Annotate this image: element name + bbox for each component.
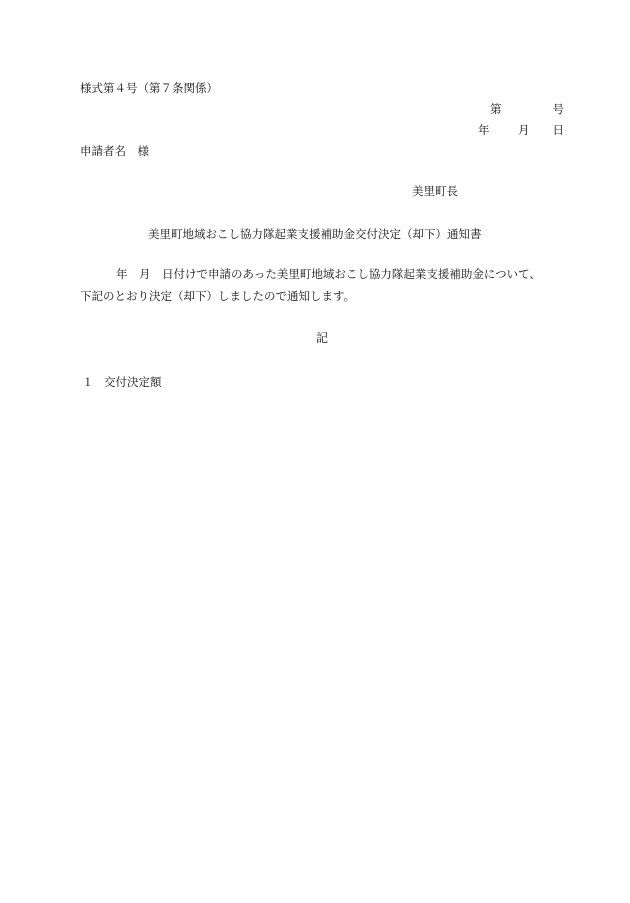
item-label: 交付決定額 [104,375,162,389]
issuer: 美里町長 [412,184,458,198]
date-day: 日 [552,123,564,137]
form-number: 様式第４号（第７条関係） [80,81,218,95]
item-number: １ [82,375,94,389]
body-text-line-1: 年 月 日付けで申請のあった美里町地域おこし協力隊起業支援補助金について、 [116,267,541,281]
ki-heading: 記 [316,331,329,345]
addressee: 申請者名 様 [80,144,149,158]
date-month: 月 [518,123,530,137]
doc-number-prefix: 第 [490,102,502,116]
body-text-line-2: 下記のとおり決定（却下）しましたので通知します。 [80,289,356,303]
document-title: 美里町地域おこし協力隊起業支援補助金交付決定（却下）通知書 [148,227,482,241]
list-item [82,377,162,389]
doc-number-suffix: 号 [552,102,564,116]
date-year: 年 [478,123,490,137]
